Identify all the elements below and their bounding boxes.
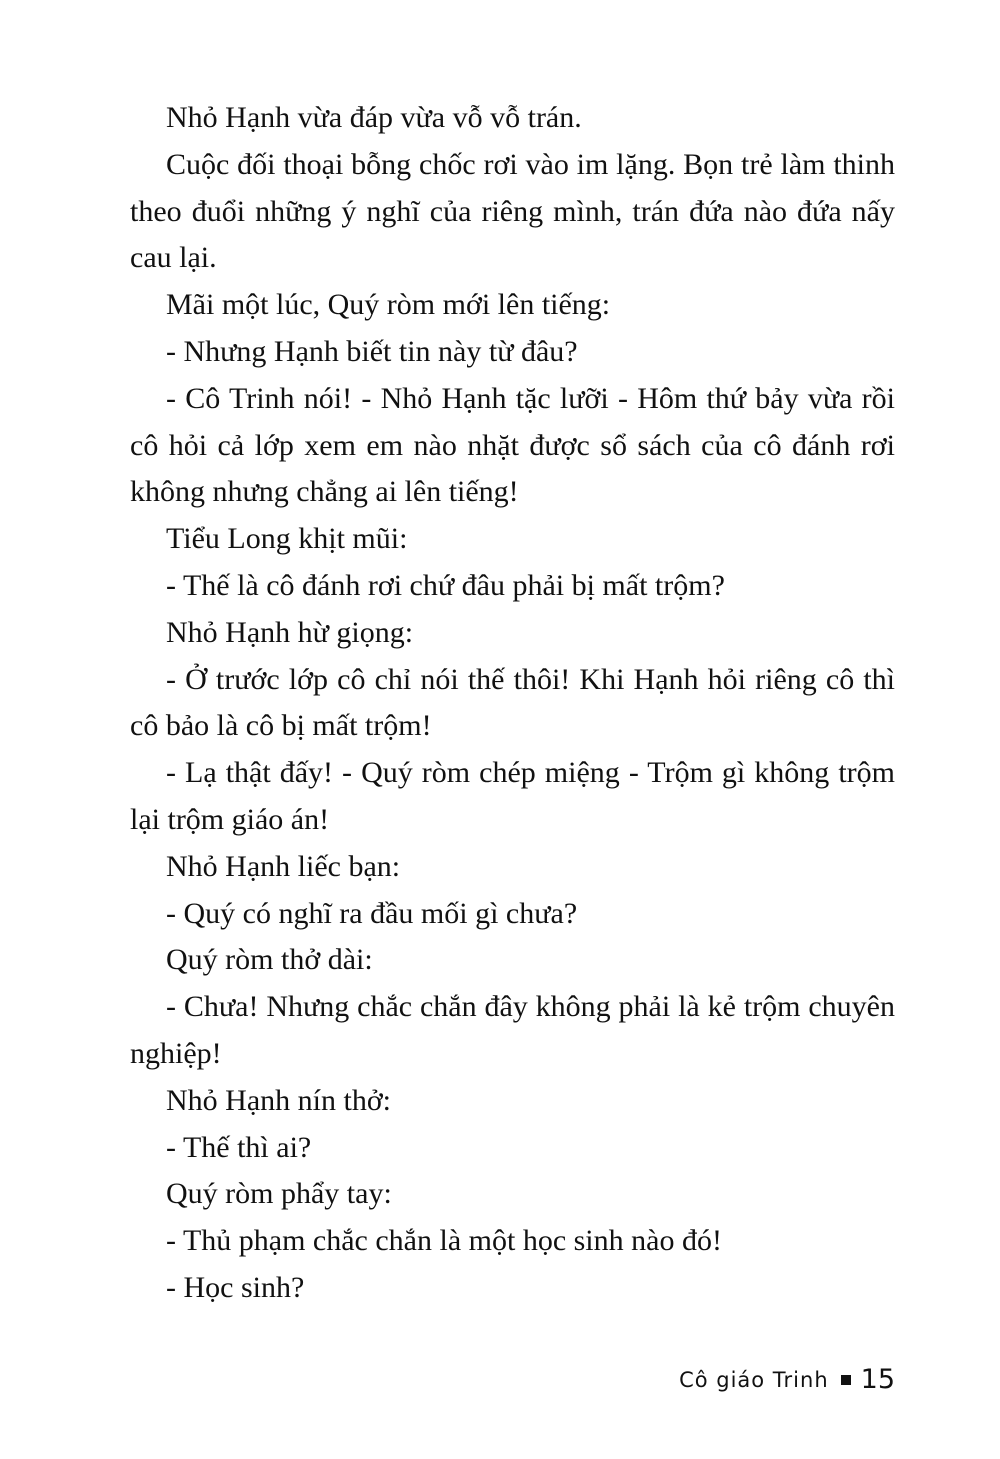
body-text — [130, 95, 895, 1312]
paragraph: - Thế thì ai? — [166, 1130, 312, 1164]
paragraph: Nhỏ Hạnh liếc bạn: — [166, 849, 401, 883]
paragraph: - Thế là cô đánh rơi chứ đâu phải bị mất trộm? — [166, 568, 725, 602]
paragraph: Nhỏ Hạnh nín thở: — [166, 1083, 392, 1117]
paragraph: - Học sinh? — [166, 1270, 305, 1304]
paragraph: Quý ròm thở dài: — [166, 943, 373, 977]
paragraph: - Chưa! Nhưng chắc chắn đây không phải là kẻ trộm chuyên nghiệp! — [130, 990, 895, 1070]
paragraph: - Thủ phạm chắc chắn là một học sinh nào đó! — [166, 1224, 722, 1258]
paragraph: Tiểu Long khịt mũi: — [166, 522, 408, 556]
paragraph: Nhỏ Hạnh vừa đáp vừa vỗ vỗ trán. — [166, 101, 582, 134]
paragraph: - Lạ thật đấy! - Quý ròm chép miệng - Trộm gì không trộm lại trộm giáo án! — [130, 756, 895, 836]
paragraph: Cuộc đối thoại bỗng chốc rơi vào im lặng. Bọn trẻ làm thinh theo đuổi những ý nghĩ của riêng mình, trán đứa nào đứa nấy cau lại. — [130, 147, 895, 275]
paragraph: - Nhưng Hạnh biết tin này từ đâu? — [166, 334, 578, 368]
paragraph: Nhỏ Hạnh hừ giọng: — [166, 615, 414, 649]
page-number: 15 — [860, 1364, 895, 1395]
paragraph: Mãi một lúc, Quý ròm mới lên tiếng: — [166, 288, 611, 322]
paragraph: - Ở trước lớp cô chỉ nói thế thôi! Khi Hạnh hỏi riêng cô thì cô bảo là cô bị mất trộm! — [130, 662, 895, 743]
paragraph: - Cô Trinh nói! - Nhỏ Hạnh tặc lưỡi - Hôm thứ bảy vừa rồi cô hỏi cả lớp xem em nào nhặt được sổ sách của cô đánh rơi không nhưng chẳng ai lên tiếng! — [130, 381, 895, 509]
paragraph: - Quý có nghĩ ra đầu mối gì chưa? — [166, 896, 578, 930]
square-bullet-icon — [841, 1375, 851, 1385]
running-title: Cô giáo Trinh — [679, 1367, 829, 1392]
page-footer — [679, 1364, 895, 1395]
paragraph: Quý ròm phẩy tay: — [166, 1177, 392, 1211]
